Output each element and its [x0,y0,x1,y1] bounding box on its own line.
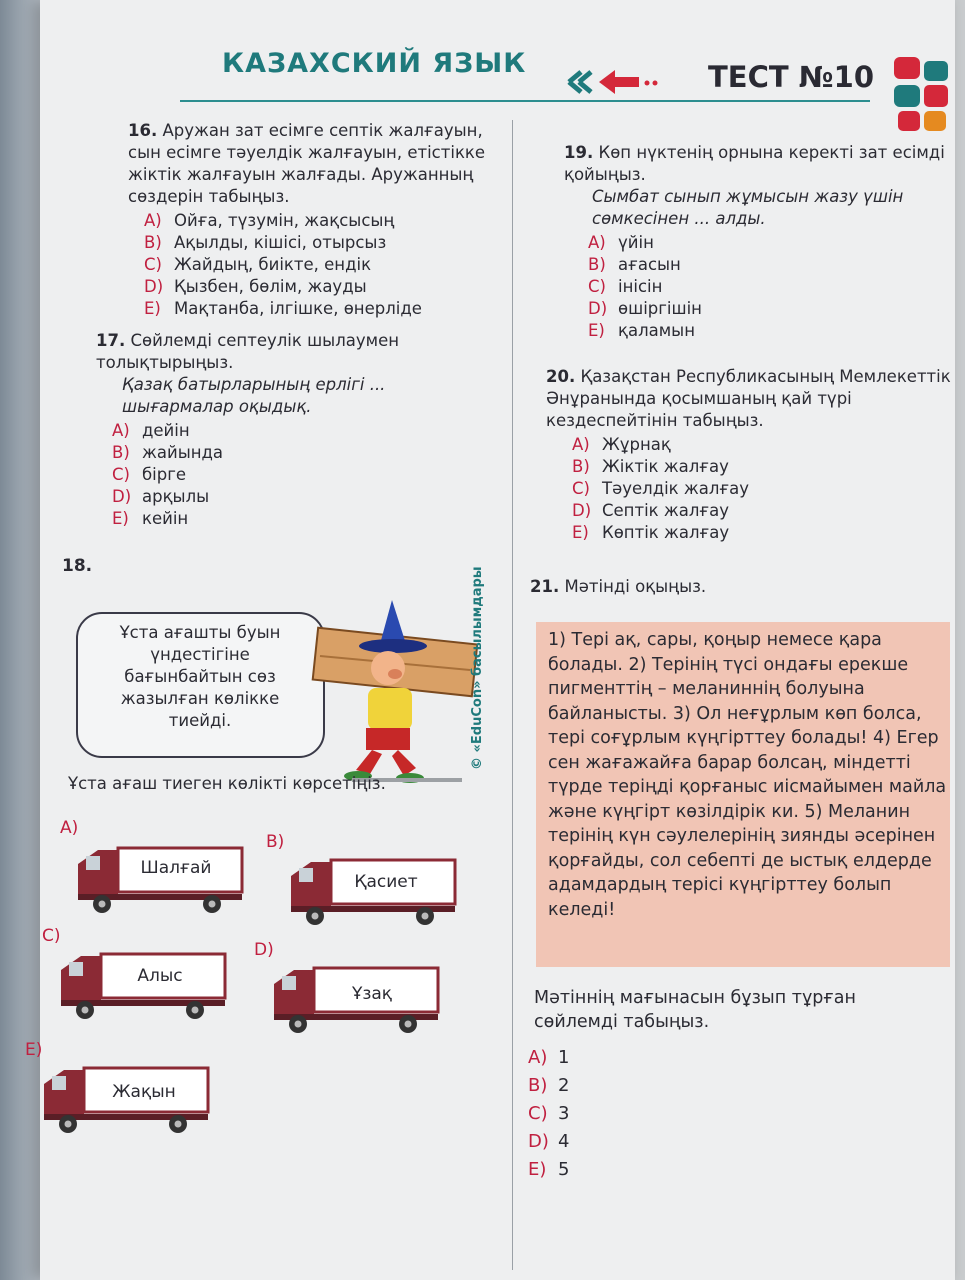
question-21-text: Мәтінді оқыңыз. [564,577,707,596]
publisher-logo-icon [892,55,952,135]
question-21-question [534,986,914,1034]
truck-icon[interactable] [72,840,247,920]
header-rule [180,100,870,102]
option-a[interactable]: A) 1 [528,1047,570,1068]
test-number: ТЕСТ №10 [708,60,874,94]
option-e[interactable]: E) Көптік жалғау [572,523,730,542]
option-a[interactable]: A) үйін [588,233,654,252]
question-21-number: 21. [530,577,560,596]
question-17-options [112,420,496,530]
option-c[interactable]: C) бірге [112,465,187,484]
option-e[interactable]: E) Мақтанба, ілгішке, өнерліде [144,299,422,318]
truck-icon[interactable] [285,852,460,932]
option-b[interactable]: B) Жіктік жалғау [572,457,729,476]
question-20-text: Қазақстан Республикасының Мемлекеттік Әнұранында қосымшаның қай түрі кездеспейтінін табыңыз. [546,367,951,430]
question-20 [546,366,951,544]
truck-d-letter: D) [254,940,274,960]
option-a[interactable]: A) дейін [112,421,190,440]
truck-e-letter: E) [25,1040,43,1060]
question-21-question-text: Мәтіннің мағынасын бұзып тұрған сөйлемді табыңыз. [534,988,856,1032]
truck-a-letter: A) [60,818,79,838]
option-d[interactable]: D) арқылы [112,487,210,506]
option-e[interactable]: E) кейін [112,509,189,528]
question-17-text: Сөйлемді септеулік шылаумен толықтырыңыз. [96,331,400,372]
option-c[interactable]: C) Тәуелдік жалғау [572,479,750,498]
option-d[interactable]: D) 4 [528,1131,570,1152]
column-divider [512,120,513,1270]
speech-bubble-text: Ұста ағашты буын үндестігіне бағынбайтын сөз жазылған көлікке тиейді. [119,623,281,730]
truck-icon[interactable] [55,946,230,1026]
truck-d-label: Ұзақ [351,984,393,1004]
subject-title: КАЗАХСКИЙ ЯЗЫК [222,48,527,79]
carpenter-character-icon [300,598,480,788]
question-16 [128,120,510,320]
truck-b-label: Қасиет [354,872,418,892]
question-16-options [144,210,510,320]
question-17 [96,330,496,530]
question-20-options [572,434,951,544]
binding-edge [0,0,43,1280]
question-19-sentence: Сымбат сынып жұмысын жазу үшін сөмкесінен ... алды. [592,187,904,228]
question-20-stem [546,366,951,432]
passage-text: 1) Тері ақ, сары, қоңыр немесе қара болады. 2) Терінің түсі ондағы ерекше пигменттің – меланиннің болуына байланысты. 3) Ол неғұрлым көп болса, тері соғұрлым күңгірттеу болады! 4) Егер сен жағажайға барар болсаң, міндетті түрде теріңді қорғаныс иісмайымен майла және күңгірт көзілдірік ки. 5) Меланин терінің күн сәулелерінің зиянды әсерінен қорғайды, сол себепті де ыстық елдерде адамдардың терісі күңгірттеу болып келеді! [548,630,947,920]
option-c[interactable]: C) 3 [528,1103,570,1124]
option-b[interactable]: B) жайында [112,443,224,462]
option-d[interactable]: D) Септік жалғау [572,501,730,520]
question-19-text: Көп нүктенің орнына керекті зат есімді қойыңыз. [564,143,945,184]
question-19-options [588,232,949,342]
question-19 [564,142,949,342]
option-e[interactable]: E) қаламын [588,321,695,340]
question-16-number: 16. [128,121,158,140]
option-a[interactable]: A) Жұрнақ [572,435,671,454]
truck-b-letter: B) [266,832,285,852]
question-17-number: 17. [96,331,126,350]
truck-e-label: Жақын [112,1082,176,1102]
question-18-prompt: Ұста ағаш тиеген көлікті көрсетіңіз. [68,774,386,793]
publisher-watermark: © «EduCon» басылымдары [470,566,485,770]
truck-a-label: Шалғай [140,858,212,878]
question-16-stem [128,120,510,208]
option-e[interactable]: E) 5 [528,1159,570,1180]
question-18-number: 18. [62,556,93,576]
question-19-stem [564,142,949,186]
truck-c-label: Алыс [137,966,183,986]
option-c[interactable]: C) Жайдың, биікте, ендік [144,255,372,274]
option-b[interactable]: B) 2 [528,1075,570,1096]
truck-c-letter: C) [42,926,61,946]
option-b[interactable]: B) Ақылды, кішісі, отырсыз [144,233,387,252]
option-d[interactable]: D) Қызбен, бөлім, жауды [144,277,367,296]
arrow-left-icon [565,64,665,100]
question-21-heading [530,576,930,598]
question-16-text: Аружан зат есімге септік жалғауын, сын есімге тәуелдік жалғауын, етістікке жіктік жалғауын жалғады. Аружанның сөздерін табыңыз. [128,121,486,206]
option-c[interactable]: C) інісін [588,277,663,296]
question-17-sentence: Қазақ батырларының ерлігі ... шығармалар оқыдық. [122,375,386,416]
question-19-number: 19. [564,143,594,162]
question-20-number: 20. [546,367,576,386]
question-17-stem [96,330,496,374]
question-21-options [528,1044,569,1184]
option-b[interactable]: B) ағасын [588,255,681,274]
option-a[interactable]: A) Ойға, түзумін, жақсысың [144,211,395,230]
option-d[interactable]: D) өшіргішін [588,299,702,318]
